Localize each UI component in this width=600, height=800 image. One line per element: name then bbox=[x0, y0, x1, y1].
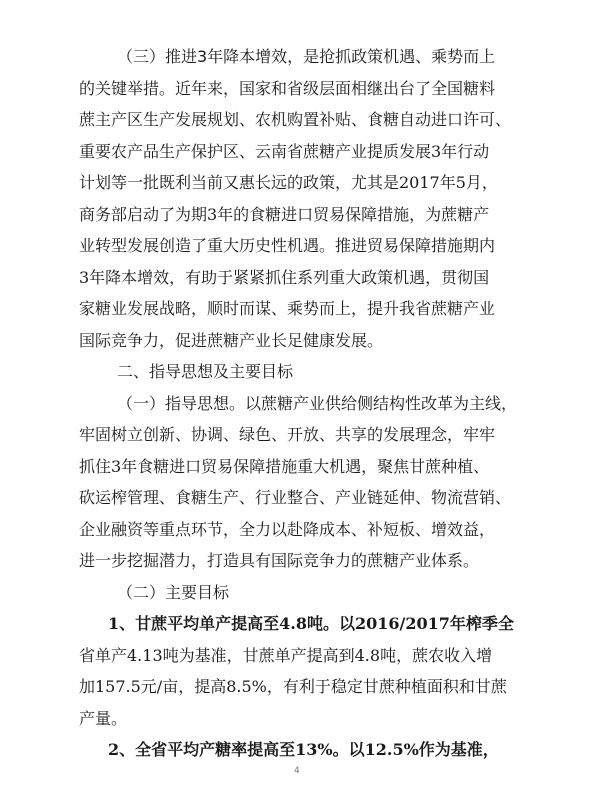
paragraph-line: 重要农产品生产保护区、云南省蔗糖产业提质发展3年行动 bbox=[79, 141, 490, 161]
paragraph-line: 省单产4.13吨为基准，甘蔗单产提高到4.8吨，蔗农收入增 bbox=[79, 645, 493, 665]
paragraph-line: （一）指导思想。以蔗糖产业供给侧结构性改革为主线， bbox=[117, 393, 518, 413]
paragraph-line: 家糖业发展战略，顺时而谋、乘势而上，提升我省蔗糖产业 bbox=[79, 299, 496, 318]
page-number: 4 bbox=[294, 766, 300, 776]
paragraph-line: 3年降本增效，有助于紧紧抓住系列重大政策机遇，贯彻国 bbox=[79, 267, 490, 287]
paragraph-line: 业转型发展创造了重大历史性机遇。推进贸易保障措施期内 bbox=[79, 236, 496, 255]
paragraph-line: 蔗主产区生产发展规划、农机购置补贴、食糖自动进口许可、 bbox=[79, 110, 512, 129]
target-item-line: 2、全省平均产糖率提高至13%。以12.5%作为基准， bbox=[108, 740, 499, 759]
paragraph-line: 的关键举措。近年来，国家和省级层面相继出台了全国糖料 bbox=[79, 78, 496, 98]
paragraph-line: 砍运榨管理、食糖生产、行业整合、产业链延伸、物流营销、 bbox=[79, 488, 512, 507]
paragraph-line: （三）推进3年降本增效，是抢抓政策机遇、乘势而上 bbox=[117, 47, 496, 66]
paragraph-line: 商务部启动了为期3年的食糖进口贸易保障措施，为蔗糖产 bbox=[79, 204, 490, 224]
paragraph-line: 国际竞争力，促进蔗糖产业长足健康发展。 bbox=[79, 330, 384, 350]
paragraph-line: 计划等一批既利当前又惠长远的政策，尤其是2017年5月， bbox=[79, 173, 498, 192]
subsection-heading: （二）主要目标 bbox=[117, 582, 230, 602]
paragraph-line: 企业融资等重点环节，全力以赴降成本、补短板、增效益， bbox=[79, 519, 496, 539]
paragraph-line: 加157.5元/亩，提高8.5%，有利于稳定甘蔗种植面积和甘蔗 bbox=[79, 677, 507, 696]
paragraph-line: 牢固树立创新、协调、绿色、开放、共享的发展理念，牢牢 bbox=[79, 425, 496, 444]
paragraph-line: 进一步挖掘潜力，打造具有国际竞争力的蔗糖产业体系。 bbox=[79, 551, 480, 570]
section-heading: 二、指导思想及主要目标 bbox=[117, 362, 294, 381]
paragraph-line: 产量。 bbox=[79, 708, 128, 728]
paragraph-line: 抓住3年食糖进口贸易保障措施重大机遇，聚焦甘蔗种植、 bbox=[79, 456, 490, 476]
target-item-line: 1、甘蔗平均单产提高至4.8吨。以2016/2017年榨季全 bbox=[108, 614, 514, 633]
